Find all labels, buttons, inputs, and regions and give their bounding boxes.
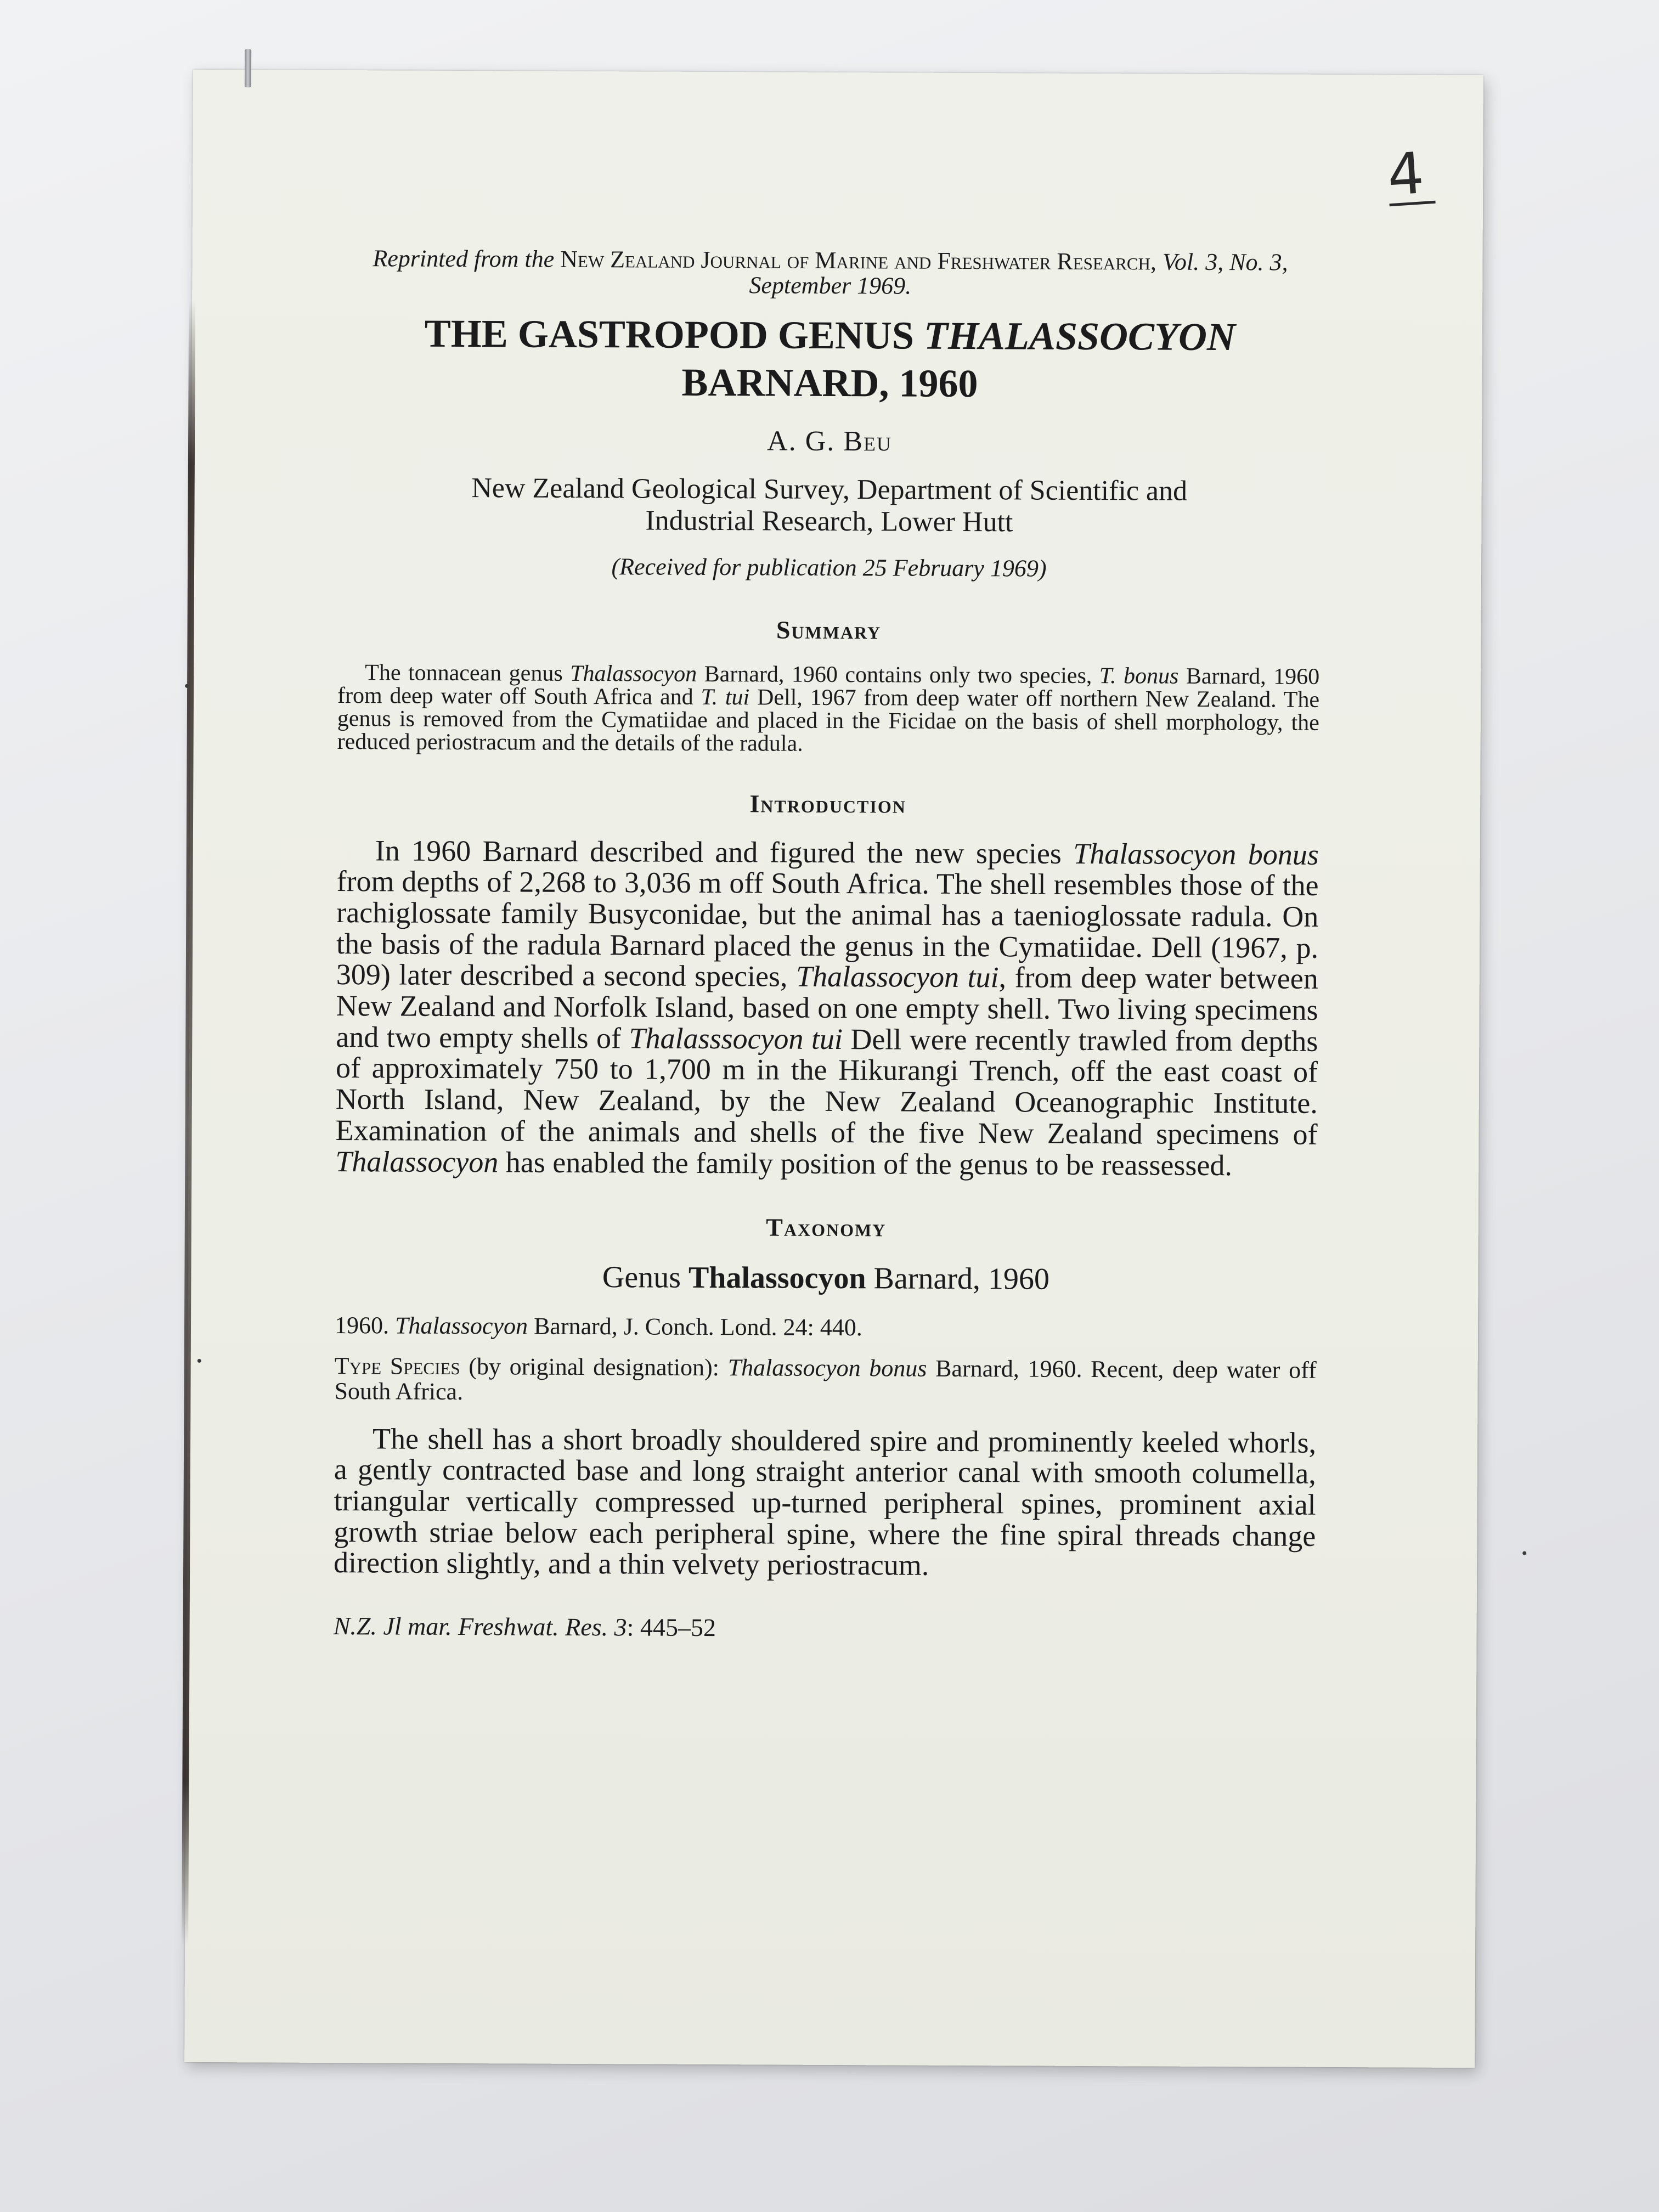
author-name: A. G. Beu: [767, 425, 893, 458]
summary-taxon: Thalassocyon: [570, 661, 697, 687]
citation-year: 1960.: [334, 1312, 390, 1339]
summary-text: Barnard, 1960 from deep water off South Africa and: [337, 663, 1320, 710]
intro-text: has enabled the family position of the genus to be reassessed.: [498, 1145, 1233, 1182]
intro-taxon: Thalassocyon: [335, 1144, 499, 1178]
citation-genus: Thalassocyon: [394, 1312, 528, 1340]
citation-source: Barnard, J. Conch. Lond. 24: 440.: [533, 1312, 862, 1341]
summary-text: Dell, 1967 from deep water off northern New Zealand. The genus is removed from the Cymatiidae and placed in the Ficidae on the basis of shell morphology, the reduced periostracum and the details of the radula.: [337, 684, 1320, 757]
journal-reference: [334, 1611, 1316, 1645]
summary-text: Barnard, 1960 contains only two species,: [697, 661, 1099, 689]
type-species-details: Barnard, 1960. Recent, deep water off South Africa.: [334, 1355, 1317, 1406]
journal-name: New Zealand Journal of Marine and Freshwater Research,: [560, 245, 1157, 275]
type-species: [334, 1353, 1316, 1408]
genus-heading: [335, 1259, 1317, 1298]
article-content: [334, 246, 1322, 1645]
handwritten-page-number: 4: [1386, 144, 1436, 206]
intro-taxon: Thalassocyon bonus: [1073, 837, 1319, 871]
intro-text: , from deep water between New Zealand and Norfolk Island, based on one empty shell. Two living specimens and two empty shells of: [336, 961, 1318, 1055]
staple: [245, 49, 251, 87]
intro-text: from depths of 2,268 to 3,036 m off South Africa. The shell resembles those of the rachiglossate family Busyconidae, but the animal has a taenioglossate radula. On the basis of the radula Barnard placed the genus in the Cymatiidae. Dell (1967, p. 309) later described a second species,: [336, 865, 1319, 994]
intro-taxon: Thalassocyon tui: [795, 960, 999, 994]
summary-paragraph: [337, 661, 1320, 758]
reprint-prefix: Reprinted from the: [373, 245, 555, 273]
reprint-notice: [339, 246, 1321, 301]
genus-citation: [335, 1311, 1317, 1344]
title-line2: BARNARD, 1960: [681, 360, 978, 405]
taxonomy-heading: Taxonomy: [766, 1213, 887, 1242]
paper-speck: [185, 684, 189, 688]
reprint-page: [184, 70, 1483, 2068]
article-title: [338, 309, 1321, 409]
journal-abbreviation: N.Z. Jl mar. Freshwat. Res.: [333, 1612, 608, 1641]
introduction-paragraph: [335, 835, 1319, 1181]
intro-text: In 1960 Barnard described and figured the new species: [375, 833, 1074, 870]
journal-issue: Vol. 3, No. 3, September 1969.: [749, 248, 1288, 300]
summary-text: The tonnacean genus: [365, 659, 571, 686]
journal-pages: : 445–52: [627, 1613, 716, 1642]
intro-taxon: Thalasssocyon tui: [629, 1022, 843, 1056]
author-affiliation: [338, 472, 1320, 540]
summary-taxon: T. tui: [701, 684, 750, 710]
journal-volume: 3: [614, 1613, 627, 1641]
title-line1: THE GASTROPOD GENUS: [424, 312, 915, 358]
summary-taxon: T. bonus: [1099, 663, 1179, 689]
genus-authority: Barnard, 1960: [873, 1261, 1050, 1296]
paper-speck: [198, 1359, 201, 1363]
affiliation-line1: New Zealand Geological Survey, Department of Scientific and: [471, 472, 1188, 507]
received-date: (Received for publication 25 February 1969): [611, 552, 1047, 582]
genus-prefix: Genus: [602, 1260, 681, 1295]
title-genus: THALASSOCYON: [923, 314, 1236, 359]
affiliation-line2: Industrial Research, Lower Hutt: [645, 505, 1013, 538]
type-species-name: Thalassocyon bonus: [727, 1354, 927, 1382]
genus-name: Thalassocyon: [688, 1261, 866, 1296]
paper-speck: [1522, 1551, 1526, 1555]
type-species-label: Type Species: [334, 1352, 460, 1380]
introduction-heading: Introduction: [749, 789, 907, 819]
summary-heading: Summary: [776, 616, 882, 644]
type-species-designation: (by original designation):: [469, 1353, 720, 1381]
shell-description: The shell has a short broadly shouldered spire and prominently keeled whorls, a gently contracted base and long straight anterior canal with smooth columella, triangular vertically compressed up-turned peripheral spines, prominent axial growth striae below each peripheral spine, where the fine spiral threads change direction slightly, and a thin velvety periostracum.: [334, 1421, 1317, 1582]
intro-text: Dell were recently trawled from depths of approximately 750 to 1,700 m in the Hikurangi Trench, off the east coast of North Island, New Zealand, by the New Zealand Oceanographic Institute. Examination of the animals and shells of the five New Zealand specimens of: [335, 1022, 1318, 1151]
